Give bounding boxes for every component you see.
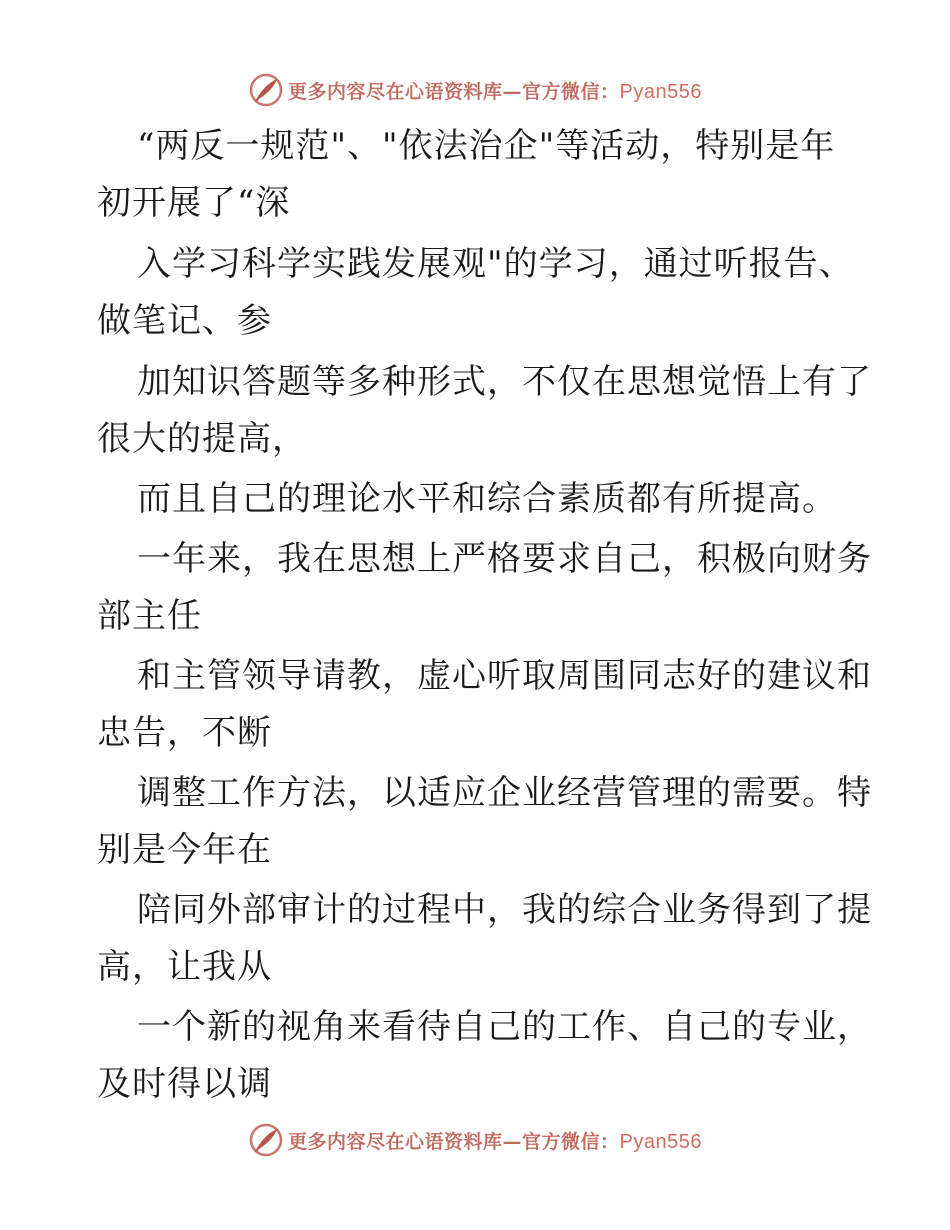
body-line: 和主管领导请教，虚心听取周围同志好的建议和 <box>137 656 872 696</box>
body-line: 初开展了“深 <box>97 183 291 223</box>
body-line: 高，让我从 <box>97 947 272 987</box>
header-banner-handle: Pyan556 <box>619 80 702 103</box>
body-line: 部主任 <box>97 596 202 636</box>
feather-pen-icon <box>248 72 284 108</box>
body-line: 及时得以调 <box>97 1064 272 1104</box>
footer-banner-text <box>288 1127 702 1154</box>
body-line: 一年来，我在思想上严格要求自己，积极向财务 <box>137 539 872 579</box>
body-line: 一个新的视角来看待自己的工作、自己的专业， <box>137 1007 872 1047</box>
header-banner-text <box>288 77 702 104</box>
body-line: 忠告，不断 <box>97 713 272 753</box>
body-line: 入学习科学实践发展观"的学习，通过听报告、 <box>137 244 854 284</box>
feather-pen-icon <box>248 1122 284 1158</box>
body-line: 很大的提高， <box>97 419 307 459</box>
body-line: 做笔记、参 <box>97 301 272 341</box>
footer-banner-label: 更多内容尽在心语资料库—官方微信： <box>288 1130 620 1153</box>
body-line: 别是今年在 <box>97 830 272 870</box>
header-banner <box>0 70 950 110</box>
body-line: 调整工作方法，以适应企业经营管理的需要。特 <box>137 773 872 813</box>
body-line: 加知识答题等多种形式，不仅在思想觉悟上有了 <box>137 362 872 402</box>
footer-banner <box>0 1120 950 1160</box>
body-line: 而且自己的理论水平和综合素质都有所提高。 <box>137 479 837 519</box>
body-line: “两反一规范"、"依法治企"等活动，特别是年 <box>137 126 836 166</box>
body-line: 陪同外部审计的过程中，我的综合业务得到了提 <box>137 890 872 930</box>
header-banner-label: 更多内容尽在心语资料库—官方微信： <box>288 80 620 103</box>
footer-banner-handle: Pyan556 <box>619 1130 702 1153</box>
